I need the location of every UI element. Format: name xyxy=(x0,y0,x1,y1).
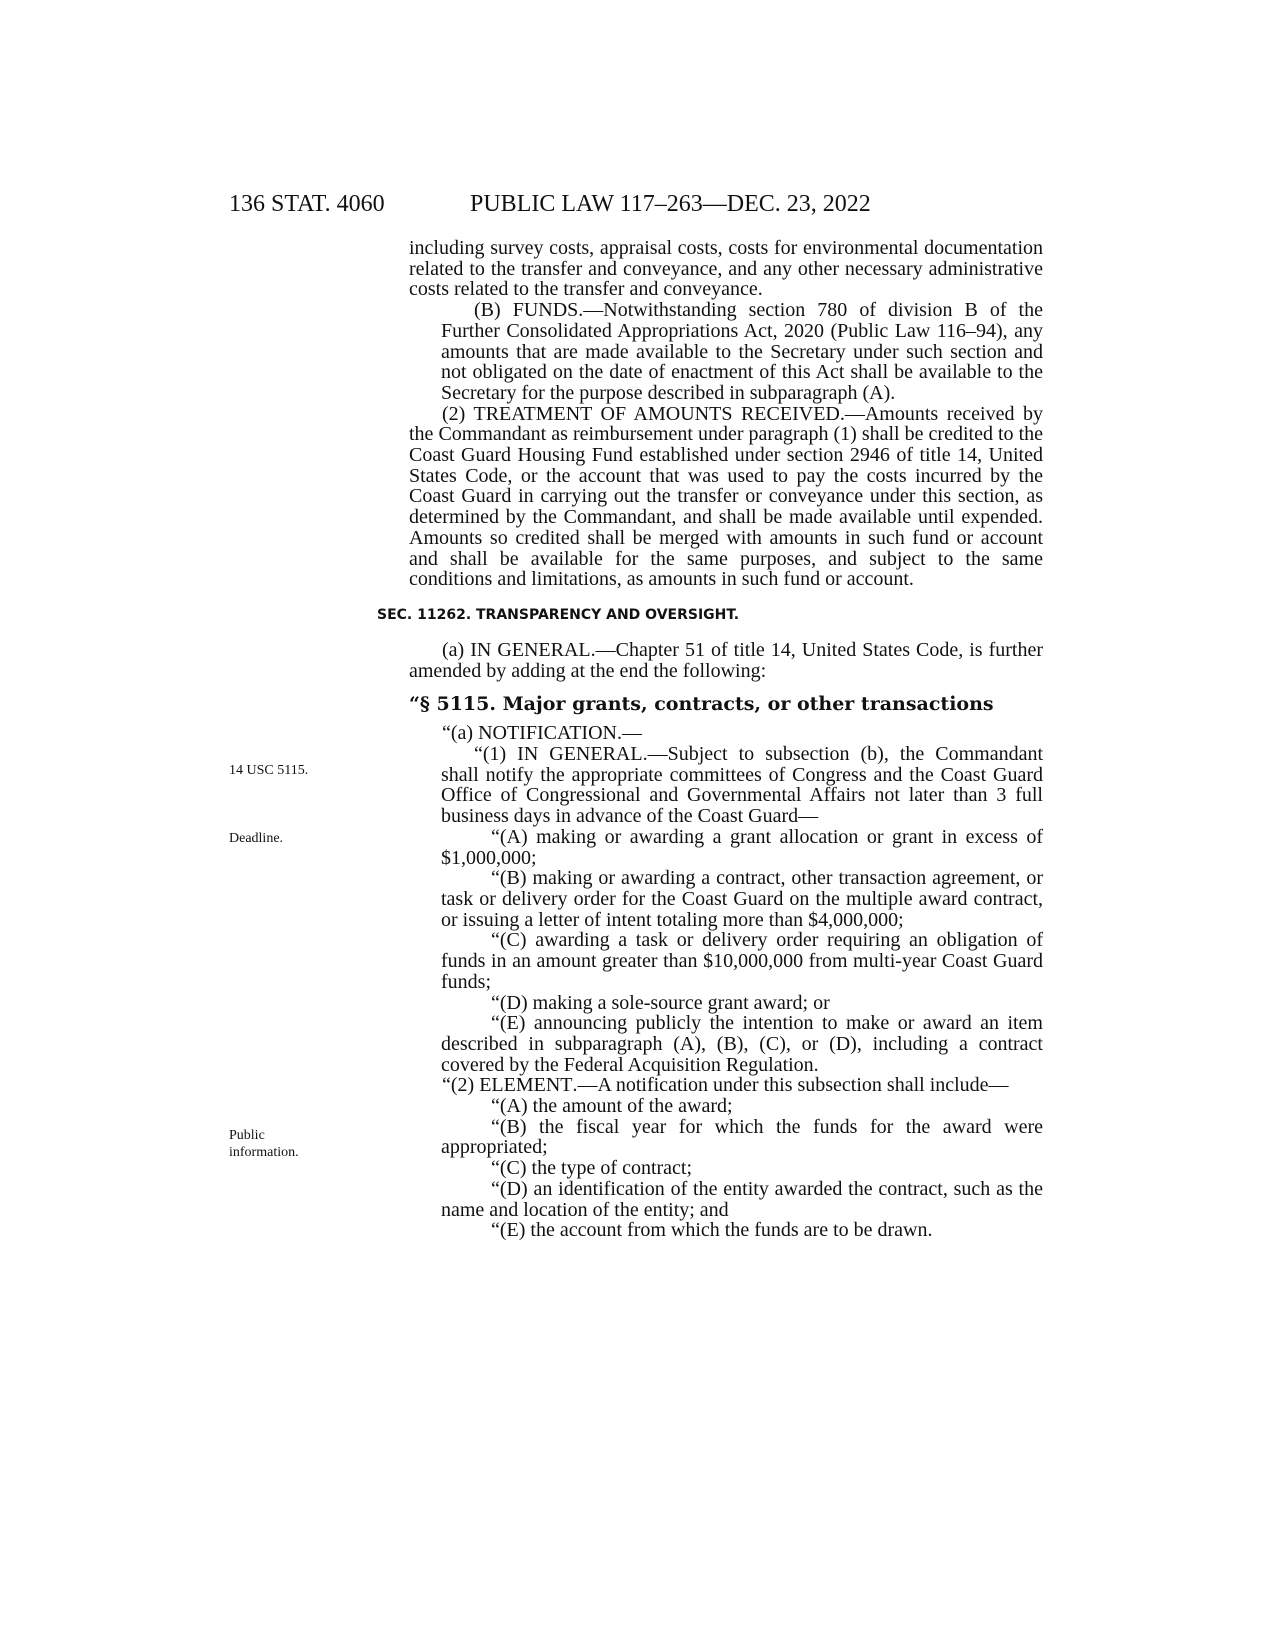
paragraph-treatment xyxy=(409,404,1043,590)
treatment-lead: (2) T xyxy=(442,402,486,425)
item-b2: “(B) the fiscal year for which the funds for the award were appropriated; xyxy=(441,1115,1043,1159)
general-1-text: .—Subject to subsection (b), the Commandant shall notify the appropriate committees of Congress and the Coast Guard Office of Congressional and Governmental Affairs not later than 3 full business days in advance of the Coast Guard— xyxy=(441,743,1044,828)
notification-heading: OTIFICATION xyxy=(492,722,617,745)
item-d2: “(D) an identification of the entity awarded the contract, such as the name and location of the entity; and xyxy=(441,1177,1043,1221)
item-a2: “(A) the amount of the award; xyxy=(491,1095,733,1118)
paragraph-general-1 xyxy=(409,744,1043,827)
margin-note-public xyxy=(229,1127,299,1161)
paragraph-notification xyxy=(409,723,1043,744)
notification-text: .— xyxy=(616,722,642,745)
general-1-lead: “(1) I xyxy=(474,743,524,766)
item-e2: “(E) the account from which the funds are to be drawn. xyxy=(491,1219,933,1242)
paragraph-element xyxy=(409,1075,1043,1096)
funds-lead: (B) F xyxy=(474,299,524,322)
element-heading: LEMENT xyxy=(491,1074,573,1097)
paragraph-in-general xyxy=(409,640,1043,681)
treatment-text: .—Amounts received by the Commandant as reimbursement under paragraph (1) shall be credited to the Coast Guard Housing Fund established under section 2946 of title 14, United States Code, or the account that was used to pay the costs incurred by the Coast Guard in carrying out the transfer or conveyance under this section, as determined by the Commandant, and shall be made available until expended. Amounts so credited shall be merged with amounts in such fund or account and shall be available for the same purposes, and subject to the same conditions and limitations, as amounts in such fund or account. xyxy=(409,402,1043,591)
general-1-heading: N GENERAL xyxy=(523,743,643,766)
running-header-title: PUBLIC LAW 117–263—DEC. 23, 2022 xyxy=(470,191,871,217)
item-c2: “(C) the type of contract; xyxy=(491,1157,693,1180)
paragraph-costs: including survey costs, appraisal costs, costs for environmental documentation related to the transfer and conveyance, and any other necessary administrative costs related to the transfer and conveyance. xyxy=(409,237,1043,301)
treatment-heading: REATMENT OF AMOUNTS RECEIVED xyxy=(485,402,840,425)
margin-note-public-line1: Public xyxy=(229,1128,265,1143)
paragraph-funds xyxy=(409,300,1043,404)
funds-text: .—Notwithstanding section 780 of division B of the Further Consolidated Appropriations Act, 2020 (Public Law 116–94), any amounts that are made available to the Secretary under such section and not obligated on the date of enactment of this Act shall be available to the Secretary for the purpose described in subparagraph (A). xyxy=(441,299,1043,404)
funds-heading: UNDS xyxy=(523,299,579,322)
in-general-text: .—Chapter 51 of title 14, United States Code, is further amended by adding at the end the following: xyxy=(409,638,1043,682)
item-d1: “(D) making a sole-source grant award; or xyxy=(491,991,830,1014)
body-text xyxy=(377,237,1044,1242)
item-e1: “(E) announcing publicly the intention to make or award an item described in subparagraph (A), (B), (C), or (D), including a contract covered by the Federal Acquisition Regulation. xyxy=(441,1012,1043,1076)
margin-note-usc: 14 USC 5115. xyxy=(229,763,309,778)
item-b1: “(B) making or awarding a contract, other transaction agreement, or task or delivery order for the Coast Guard on the multiple award contract, or issuing a letter of intent totaling more than $4,000,000; xyxy=(441,867,1043,931)
element-lead: “(2) E xyxy=(442,1074,492,1097)
margin-note-public-line2: information. xyxy=(229,1145,299,1160)
in-general-heading: N GENERAL xyxy=(476,638,591,661)
notification-lead: “(a) N xyxy=(442,722,493,745)
statute-page-number: 136 STAT. 4060 xyxy=(229,191,385,217)
section-heading: SEC. 11262. TRANSPARENCY AND OVERSIGHT. xyxy=(377,606,740,623)
margin-note-deadline: Deadline. xyxy=(229,831,284,846)
section-5115-heading: “§ 5115. Major grants, contracts, or other transactions xyxy=(409,693,994,716)
item-c1: “(C) awarding a task or delivery order requiring an obligation of funds in an amount greater than $10,000,000 from multi-year Coast Guard funds; xyxy=(441,929,1043,993)
element-text: .—A notification under this subsection shall include— xyxy=(572,1074,1009,1097)
in-general-lead: (a) I xyxy=(442,638,477,661)
item-a1: “(A) making or awarding a grant allocation or grant in excess of $1,000,000; xyxy=(441,825,1043,869)
